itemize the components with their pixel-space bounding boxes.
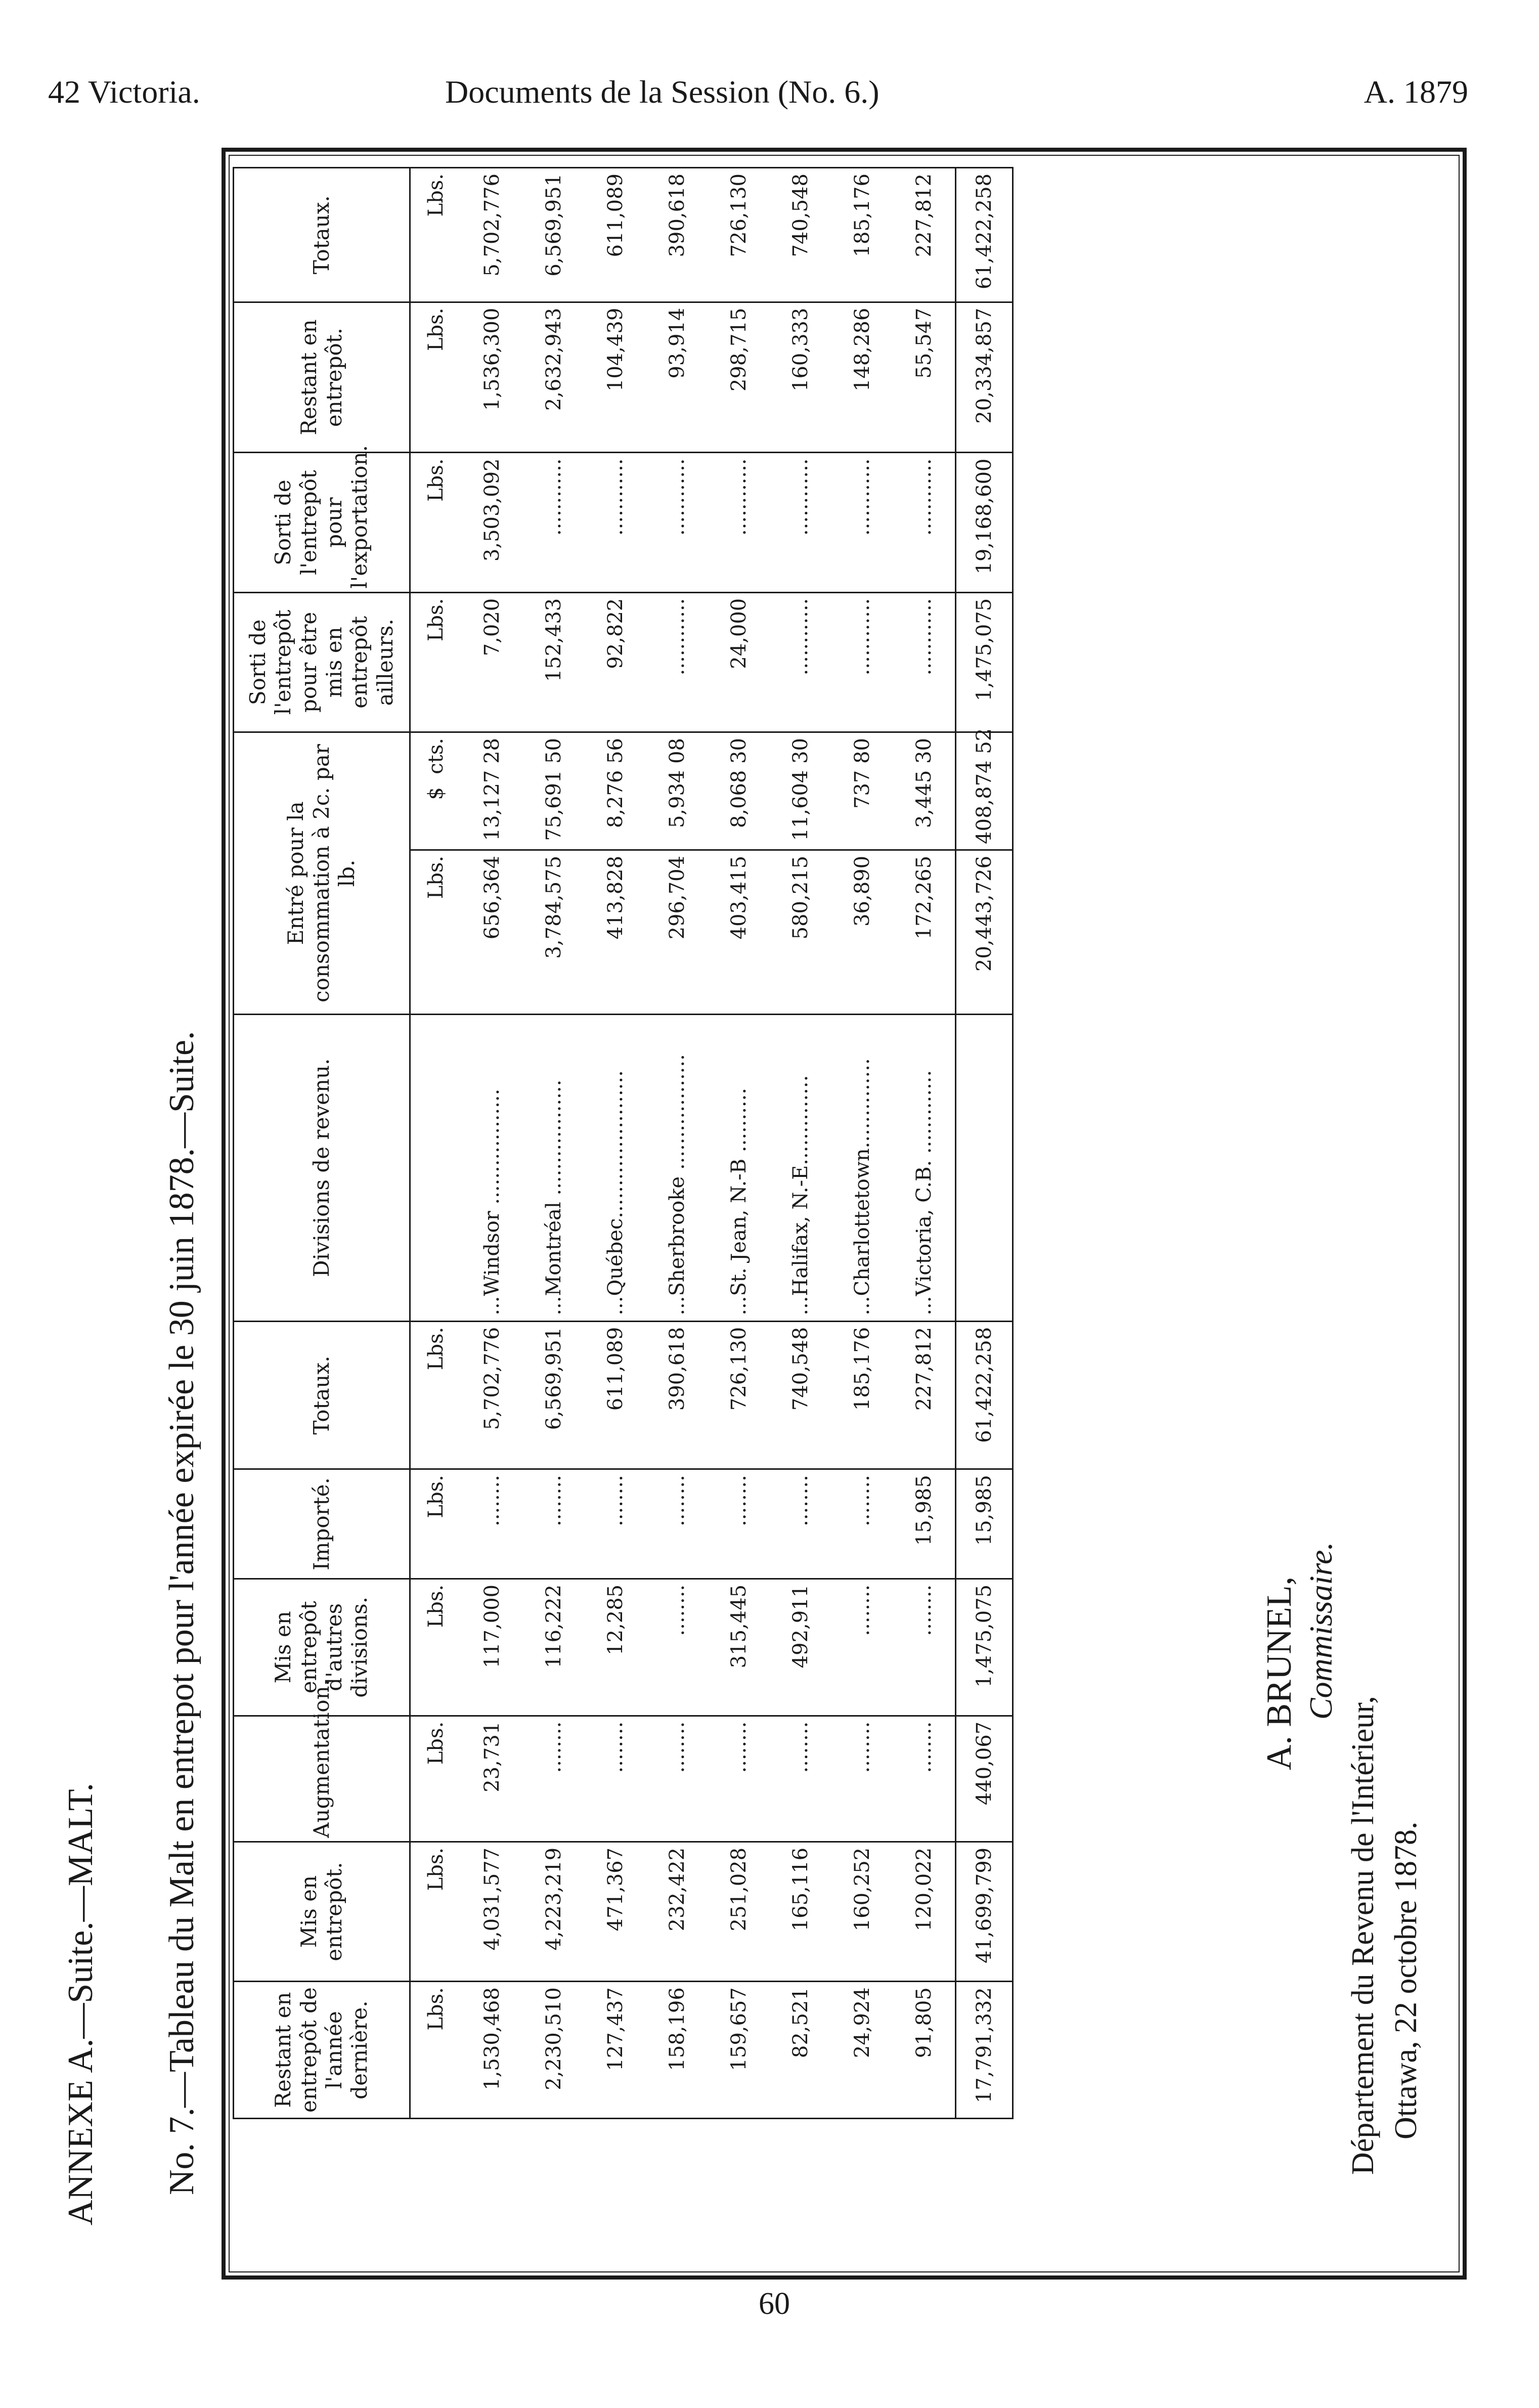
cell-c3: 23,731 xyxy=(461,1716,523,1842)
cell-division: ...Charlottetown.............. xyxy=(831,1014,893,1321)
cell-c10: ............ xyxy=(523,453,585,592)
cell-c6: 740,548 xyxy=(770,1321,831,1469)
total-c6: 61,422,258 xyxy=(956,1321,1013,1469)
cell-division: ...Montréal .................. xyxy=(523,1014,585,1321)
col-header-c11: Restant en entrepôt. xyxy=(234,302,410,453)
cell-c8: 403,415 xyxy=(708,850,770,1014)
totals-row xyxy=(956,168,1013,2119)
cell-c10: ............ xyxy=(646,453,708,592)
total-c12: 61,422,258 xyxy=(956,168,1013,302)
cell-c1: 2,230,510 xyxy=(523,1982,585,2119)
col-header-c5: Importé. xyxy=(234,1469,410,1579)
unit-cell: Lbs. xyxy=(410,1469,462,1579)
cell-c6: 227,812 xyxy=(893,1321,956,1469)
cell-c12: 740,548 xyxy=(770,168,831,302)
cell-c8: 580,215 xyxy=(770,850,831,1014)
col-header-c9: Sorti de l'entrepôt pour être mis en entrepôt ailleurs. xyxy=(234,592,410,732)
table-row xyxy=(461,168,523,2119)
cell-c5: ........ xyxy=(770,1469,831,1579)
cell-c9: 152,433 xyxy=(523,592,585,732)
col-header-c10: Sorti de l'entrepôt pour l'exportation. xyxy=(234,453,410,592)
unit-cell: Lbs. xyxy=(410,302,462,453)
units-row xyxy=(410,168,462,2119)
cell-c6: 5,702,776 xyxy=(461,1321,523,1469)
malt-table xyxy=(233,167,1014,2119)
total-c3: 440,067 xyxy=(956,1716,1013,1842)
cell-c3: ........ xyxy=(646,1716,708,1842)
total-c8: 20,443,726 xyxy=(956,850,1013,1014)
cell-c6: 390,618 xyxy=(646,1321,708,1469)
cell-cents: 28 xyxy=(480,738,504,764)
col-header-c4: Mis en entrepôt d'autres divisions. xyxy=(234,1579,410,1716)
cell-c11: 298,715 xyxy=(708,302,770,453)
cell-c12: 726,130 xyxy=(708,168,770,302)
col-header-c6: Totaux. xyxy=(234,1321,410,1469)
cell-c1: 91,805 xyxy=(893,1982,956,2119)
cell-c8: 656,364 xyxy=(461,850,523,1014)
col-header-c2: Mis en entrepôt. xyxy=(234,1842,410,1981)
cell-c1: 158,196 xyxy=(646,1982,708,2119)
cell-dollars: 3,445 xyxy=(912,770,936,828)
cell-c11: 104,439 xyxy=(585,302,646,453)
cell-c2: 4,223,219 xyxy=(523,1842,585,1981)
unit-cell-money xyxy=(410,732,462,850)
cell-c5: ........ xyxy=(461,1469,523,1579)
cell-c9: 7,020 xyxy=(461,592,523,732)
cell-division: ...Windsor .................. xyxy=(461,1014,523,1321)
total-division-blank xyxy=(956,1014,1013,1321)
rotated-table-container xyxy=(233,167,1072,2119)
cell-c8-money xyxy=(461,732,523,850)
unit-cell: Lbs. xyxy=(410,592,462,732)
cell-c8: 3,784,575 xyxy=(523,850,585,1014)
table-row xyxy=(646,168,708,2119)
unit-cell: Lbs. xyxy=(410,1982,462,2119)
cell-c1: 127,437 xyxy=(585,1982,646,2119)
unit-cell: Lbs. xyxy=(410,850,462,1014)
total-c1: 17,791,332 xyxy=(956,1982,1013,2119)
cell-c6: 611,089 xyxy=(585,1321,646,1469)
cell-c6: 6,569,951 xyxy=(523,1321,585,1469)
cell-c1: 24,924 xyxy=(831,1982,893,2119)
cell-c4: ........ xyxy=(893,1579,956,1716)
table-row xyxy=(893,168,956,2119)
cell-cents: 30 xyxy=(912,738,936,764)
cell-c3: ........ xyxy=(893,1716,956,1842)
cell-dollars: 11,604 xyxy=(789,770,812,841)
cell-c6: 185,176 xyxy=(831,1321,893,1469)
cell-dollars: 737 xyxy=(851,770,874,809)
place-date-line: Ottawa, 22 octobre 1878. xyxy=(1389,1821,1423,2139)
signature-title: Commissaire. xyxy=(1303,1542,1339,1720)
cell-c9: ............ xyxy=(893,592,956,732)
table-row xyxy=(523,168,585,2119)
cell-c8-money xyxy=(523,732,585,850)
cell-division: ...Québec....................... xyxy=(585,1014,646,1321)
page-number: 60 xyxy=(759,2287,790,2321)
cell-c5: ........ xyxy=(523,1469,585,1579)
cell-c5: ........ xyxy=(831,1469,893,1579)
cell-c10: ............ xyxy=(708,453,770,592)
cell-c9: 24,000 xyxy=(708,592,770,732)
cell-dollars: 8,276 xyxy=(604,770,627,828)
cell-c3: ........ xyxy=(708,1716,770,1842)
cell-c10: ............ xyxy=(770,453,831,592)
cell-c1: 1,530,468 xyxy=(461,1982,523,2119)
header-left: 42 Victoria. xyxy=(48,74,200,110)
cell-c3: ........ xyxy=(831,1716,893,1842)
unit-cell xyxy=(410,1014,462,1321)
cell-cents: 08 xyxy=(666,738,689,764)
cell-c5: ........ xyxy=(708,1469,770,1579)
cell-c11: 160,333 xyxy=(770,302,831,453)
cell-c12: 390,618 xyxy=(646,168,708,302)
cell-c5: ........ xyxy=(646,1469,708,1579)
header-center: Documents de la Session (No. 6.) xyxy=(445,74,880,110)
total-dollars: 408,874 xyxy=(973,760,996,844)
cell-c8: 172,265 xyxy=(893,850,956,1014)
signature-name: A. BRUNEL, xyxy=(1260,1576,1299,1770)
cell-c10: ............ xyxy=(893,453,956,592)
department-line: Département du Revenu de l'Intérieur, xyxy=(1346,1696,1380,2175)
cell-c5: ........ xyxy=(585,1469,646,1579)
cell-c11: 55,547 xyxy=(893,302,956,453)
col-header-c3: Augmentation. xyxy=(234,1716,410,1842)
cell-c3: ........ xyxy=(770,1716,831,1842)
cell-c12: 227,812 xyxy=(893,168,956,302)
unit-cell: Lbs. xyxy=(410,1321,462,1469)
col-header-c8: Entré pour la consommation à 2c. par lb. xyxy=(234,732,410,1015)
header-right: A. 1879 xyxy=(1364,74,1468,110)
cell-c9: 92,822 xyxy=(585,592,646,732)
table-row xyxy=(831,168,893,2119)
unit-cell: Lbs. xyxy=(410,168,462,302)
table-row xyxy=(708,168,770,2119)
dollar-unit: $ xyxy=(424,787,448,800)
cell-c12: 185,176 xyxy=(831,168,893,302)
cell-c2: 120,022 xyxy=(893,1842,956,1981)
cell-c11: 1,536,300 xyxy=(461,302,523,453)
cell-c8-money xyxy=(770,732,831,850)
cell-division: ...St. Jean, N.-B .......... xyxy=(708,1014,770,1321)
cell-cents: 30 xyxy=(789,738,812,764)
cell-c5: 15,985 xyxy=(893,1469,956,1579)
annex-title: ANNEXE A.—Suite.—MALT. xyxy=(61,1783,100,2225)
unit-cell: Lbs. xyxy=(410,1579,462,1716)
cell-cents: 56 xyxy=(604,738,627,764)
total-c4: 1,475,075 xyxy=(956,1579,1013,1716)
cell-c8-money xyxy=(646,732,708,850)
cell-c6: 726,130 xyxy=(708,1321,770,1469)
total-c9: 1,475,075 xyxy=(956,592,1013,732)
table-header-row xyxy=(234,168,410,2119)
cents-unit: cts. xyxy=(424,738,448,774)
cell-division: ...Victoria, C.B. ............. xyxy=(893,1014,956,1321)
total-c10: 19,168,600 xyxy=(956,453,1013,592)
cell-c4: 117,000 xyxy=(461,1579,523,1716)
cell-dollars: 5,934 xyxy=(666,770,689,828)
cell-c8-money xyxy=(831,732,893,850)
cell-c10: ............ xyxy=(831,453,893,592)
cell-c10: 3,503,092 xyxy=(461,453,523,592)
unit-cell: Lbs. xyxy=(410,1716,462,1842)
cell-c9: ............ xyxy=(831,592,893,732)
unit-cell: Lbs. xyxy=(410,453,462,592)
cell-division: ...Sherbrooke .................. xyxy=(646,1014,708,1321)
total-c2: 41,699,799 xyxy=(956,1842,1013,1981)
table-title: No. 7.—Tableau du Malt en entrepot pour l'année expirée le 30 juin 1878.—Suite. xyxy=(162,1031,201,2195)
cell-dollars: 75,691 xyxy=(542,770,565,841)
cell-c2: 160,252 xyxy=(831,1842,893,1981)
cell-c1: 159,657 xyxy=(708,1982,770,2119)
cell-c8: 296,704 xyxy=(646,850,708,1014)
cell-c8-money xyxy=(893,732,956,850)
total-c8-money xyxy=(956,728,1013,850)
cell-c12: 611,089 xyxy=(585,168,646,302)
cell-c4: 116,222 xyxy=(523,1579,585,1716)
cell-c2: 165,116 xyxy=(770,1842,831,1981)
cell-c3: ........ xyxy=(523,1716,585,1842)
cell-dollars: 13,127 xyxy=(480,770,504,841)
total-c11: 20,334,857 xyxy=(956,302,1013,453)
cell-c2: 471,367 xyxy=(585,1842,646,1981)
cell-c2: 251,028 xyxy=(708,1842,770,1981)
cell-c10: ............ xyxy=(585,453,646,592)
cell-c11: 93,914 xyxy=(646,302,708,453)
cell-c1: 82,521 xyxy=(770,1982,831,2119)
cell-c11: 148,286 xyxy=(831,302,893,453)
cell-c3: ........ xyxy=(585,1716,646,1842)
cell-c4: 12,285 xyxy=(585,1579,646,1716)
cell-c12: 5,702,776 xyxy=(461,168,523,302)
cell-c4: 492,911 xyxy=(770,1579,831,1716)
cell-division: ...Halifax, N.-E.............. xyxy=(770,1014,831,1321)
cell-c2: 232,422 xyxy=(646,1842,708,1981)
cell-cents: 80 xyxy=(851,738,874,764)
cell-cents: 50 xyxy=(542,738,565,764)
total-cents: 52 xyxy=(973,728,996,754)
cell-c8: 413,828 xyxy=(585,850,646,1014)
cell-c4: ........ xyxy=(831,1579,893,1716)
unit-cell: Lbs. xyxy=(410,1842,462,1981)
total-c5: 15,985 xyxy=(956,1469,1013,1579)
cell-c8-money xyxy=(585,732,646,850)
table-row xyxy=(770,168,831,2119)
col-header-c1: Restant en entrepôt de l'année dernière. xyxy=(234,1982,410,2119)
cell-c11: 2,632,943 xyxy=(523,302,585,453)
cell-c2: 4,031,577 xyxy=(461,1842,523,1981)
cell-c4: ........ xyxy=(646,1579,708,1716)
table-row xyxy=(585,168,646,2119)
cell-c9: ............ xyxy=(770,592,831,732)
col-header-c7: Divisions de revenu. xyxy=(234,1014,410,1321)
col-header-c12: Totaux. xyxy=(234,168,410,302)
cell-c8: 36,890 xyxy=(831,850,893,1014)
cell-cents: 30 xyxy=(727,738,751,764)
cell-c9: ............ xyxy=(646,592,708,732)
cell-c12: 6,569,951 xyxy=(523,168,585,302)
cell-c4: 315,445 xyxy=(708,1579,770,1716)
cell-dollars: 8,068 xyxy=(727,770,751,828)
cell-c8-money xyxy=(708,732,770,850)
